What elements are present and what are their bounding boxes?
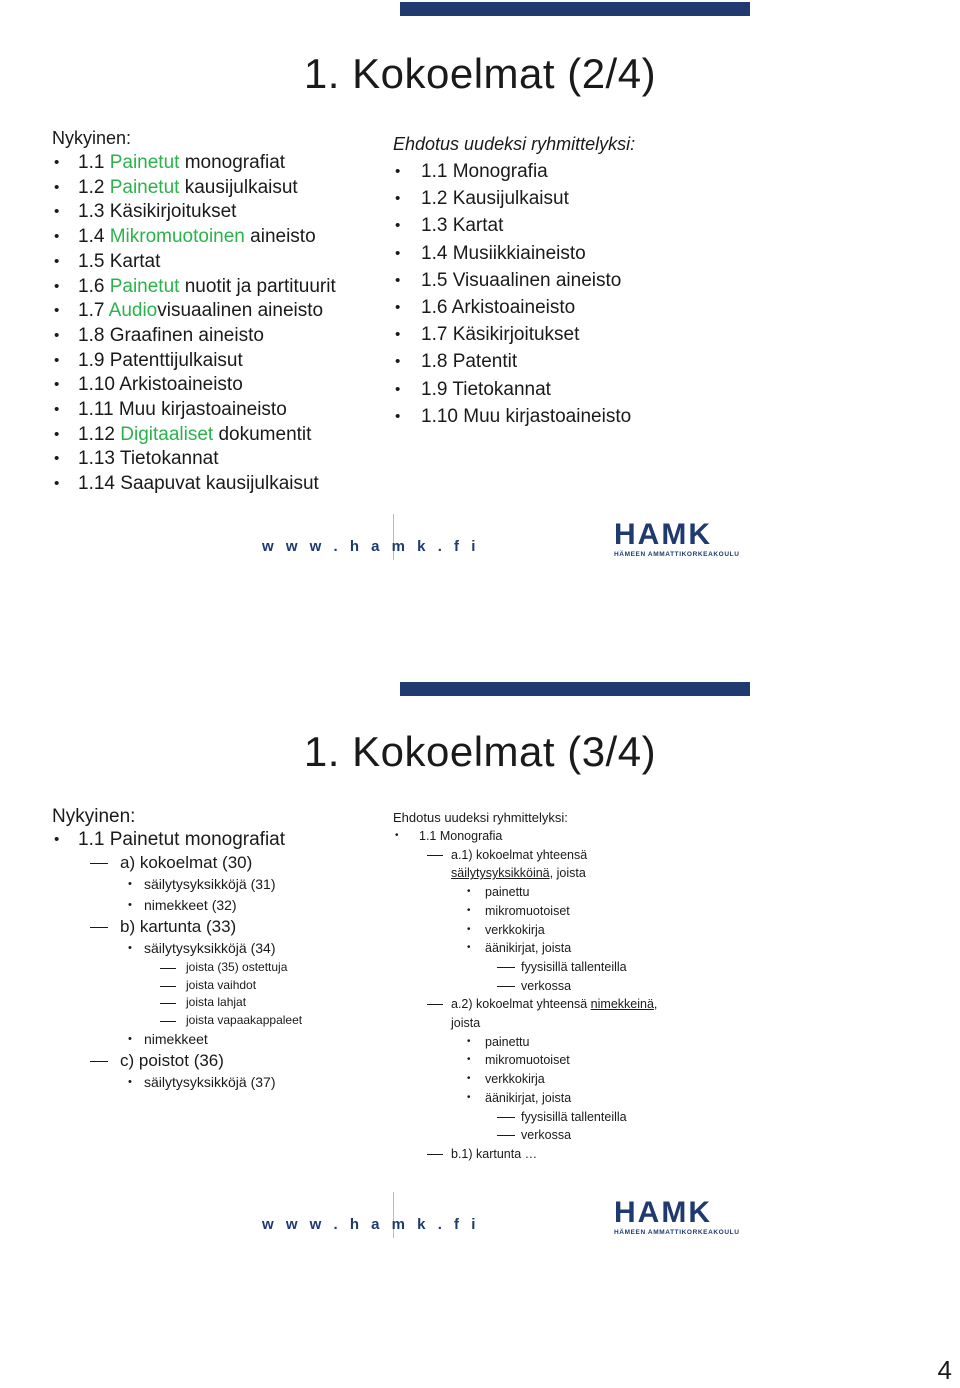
list-item (393, 921, 657, 940)
logo-subtitle-2: HÄMEEN AMMATTIKORKEAKOULU (614, 1229, 740, 1236)
list-item: a) kokoelmat (30) (52, 852, 302, 874)
item-text: äänikirjat, joista (485, 941, 572, 956)
item-text: dokumentit (213, 423, 312, 445)
list-item (52, 299, 336, 324)
item-text: äänikirjat, joista (485, 1090, 572, 1105)
item-highlight: Painetut (109, 152, 180, 173)
item-text: nuotit ja partituurit (179, 275, 336, 297)
list-item (52, 151, 336, 176)
item-text: Muu kirjastoaineisto (118, 399, 287, 421)
list-item: • 1.3 Kartat (393, 212, 635, 239)
list-item: joista lahjat (52, 994, 302, 1012)
item-text: Arkistoaineisto (119, 374, 243, 396)
item-text: visuaalinen aineisto (157, 300, 324, 322)
list-item (52, 176, 336, 201)
hamk-logo-2 (614, 1198, 740, 1236)
item-number: 1.14 (78, 473, 121, 495)
item-highlight: Audio (108, 300, 158, 322)
slide-2 (0, 680, 960, 1240)
item-underlined: säilytysyksikköinä (451, 866, 550, 881)
item-text: fyysisillä tallenteilla (521, 1109, 627, 1124)
list-item: • nimekkeet (32) (52, 895, 302, 916)
item-text: painettu (485, 885, 530, 900)
list-item (52, 275, 336, 300)
slide-2-top-bar (400, 682, 750, 696)
slide-1-proposal-list (393, 134, 635, 430)
list-item (393, 902, 657, 921)
list-item (393, 1089, 657, 1108)
item-highlight: Painetut (109, 176, 180, 198)
current-label: Nykyinen: (52, 128, 132, 148)
footer-url: w w w . h a m k . f i (262, 538, 480, 555)
list-item: • 1.5 Visuaalinen aineisto (393, 267, 635, 294)
list-item (52, 373, 336, 398)
list-item (393, 977, 657, 996)
item-highlight: Mikromuotoinen (109, 226, 245, 248)
item-text: Saapuvat kausijulkaisut (120, 473, 319, 495)
item-text: kausijulkaisut (179, 176, 298, 198)
list-item (52, 225, 336, 250)
logo-subtitle: HÄMEEN AMMATTIKORKEAKOULU (614, 551, 740, 558)
item-number: 1.13 (78, 448, 120, 470)
item-text: fyysisillä tallenteilla (521, 959, 627, 974)
list-item (393, 1126, 657, 1145)
list-item (52, 447, 336, 472)
list-item: • 1.7 Käsikirjoitukset (393, 321, 635, 348)
list-item (393, 1145, 657, 1164)
list-item (393, 995, 657, 1032)
item-text: a.2) kokoelmat yhteensä (451, 997, 591, 1012)
current-label-2: Nykyinen: (52, 806, 136, 827)
list-item (52, 324, 336, 349)
item-number: 1.12 (78, 423, 121, 445)
list-item: • 1.9 Tietokannat (393, 376, 635, 403)
list-item: • säilytysyksikköjä (34) (52, 938, 302, 959)
item-text: monografiat (179, 152, 286, 173)
item-number: 1.11 (78, 399, 119, 421)
list-item (52, 250, 336, 275)
item-text: mikromuotoiset (485, 903, 570, 918)
item-number: 1.9 (78, 349, 110, 371)
list-item (52, 472, 336, 497)
list-item: • 1.4 Musiikkiaineisto (393, 240, 635, 267)
item-number: 1.10 (78, 374, 120, 396)
list-item (52, 398, 336, 423)
item-text: aineisto (244, 226, 316, 248)
proposal-label-2: Ehdotus uudeksi ryhmittelyksi: (393, 810, 568, 825)
item-text: verkkokirja (485, 922, 545, 937)
slide-1-current-list (52, 128, 336, 497)
list-item (393, 883, 657, 902)
list-item (393, 1070, 657, 1089)
list-item: • 1.1 Painetut monografiat (52, 828, 302, 852)
slide-1 (0, 0, 960, 560)
list-item: • 1.6 Arkistoaineisto (393, 294, 635, 321)
item-number: 1.2 (78, 176, 110, 198)
list-item: • 1.1 Monografia (393, 158, 635, 185)
page-number: 4 (937, 1355, 952, 1385)
item-text: 1.1 Monografia (419, 829, 503, 843)
hamk-logo (614, 520, 740, 558)
list-item (393, 827, 657, 846)
proposal-items-2 (393, 827, 657, 1164)
current-items (52, 151, 336, 497)
slide-2-title: 1. Kokoelmat (3/4) (303, 728, 657, 775)
item-text: verkkokirja (485, 1072, 545, 1087)
item-text: b.1) kartunta … (451, 1146, 538, 1161)
logo-word-2: HAMK (614, 1196, 712, 1229)
item-number: 1.5 (78, 250, 110, 272)
item-text-rest: , (653, 997, 658, 1012)
item-text: Tietokannat (119, 448, 219, 470)
item-text: verkossa (521, 1128, 572, 1143)
item-text: a.1) kokoelmat yhteensä (451, 847, 588, 862)
list-item: joista vaihdot (52, 977, 302, 995)
footer-url-2: w w w . h a m k . f i (262, 1216, 480, 1233)
list-item (52, 423, 336, 448)
slide-1-top-bar (400, 2, 750, 16)
list-item (393, 958, 657, 977)
item-number: 1.4 (78, 226, 110, 248)
item-highlight: Digitaaliset (120, 423, 214, 445)
item-text: verkossa (521, 978, 572, 993)
item-text-rest: joista (451, 1016, 481, 1031)
list-item (393, 1033, 657, 1052)
list-item (393, 1051, 657, 1070)
item-text: Patenttijulkaisut (109, 349, 243, 371)
item-underlined: nimekkeinä (590, 997, 654, 1012)
proposal-items (393, 158, 635, 430)
current-items-2 (52, 828, 302, 1093)
list-item: joista (35) ostettuja (52, 959, 302, 977)
list-item (393, 939, 657, 958)
list-item: • 1.2 Kausijulkaisut (393, 185, 635, 212)
slide-1-title: 1. Kokoelmat (2/4) (303, 50, 657, 97)
list-item (393, 1108, 657, 1127)
list-item: • 1.10 Muu kirjastoaineisto (393, 403, 635, 430)
item-number: 1.8 (78, 324, 110, 346)
list-item (52, 349, 336, 374)
item-number: 1.6 (78, 275, 110, 297)
item-number: 1.3 (78, 201, 110, 223)
item-number: 1.1 (78, 152, 110, 173)
slide-2-proposal-list (393, 810, 657, 1164)
list-item: c) poistot (36) (52, 1050, 302, 1072)
list-item (393, 846, 657, 883)
item-text: Graafinen aineisto (109, 324, 264, 346)
item-text: painettu (485, 1034, 530, 1049)
list-item: • 1.8 Patentit (393, 348, 635, 375)
item-text: Käsikirjoitukset (109, 201, 237, 223)
list-item: • nimekkeet (52, 1029, 302, 1050)
list-item (52, 200, 336, 225)
item-text: Kartat (109, 250, 161, 272)
list-item: • säilytysyksikköjä (31) (52, 874, 302, 895)
list-item: • säilytysyksikköjä (37) (52, 1072, 302, 1093)
item-highlight: Painetut (109, 275, 180, 297)
logo-word: HAMK (614, 518, 712, 551)
item-number: 1.7 (78, 300, 109, 322)
slide-2-current-list (52, 806, 302, 1093)
proposal-label: Ehdotus uudeksi ryhmittelyksi: (393, 134, 636, 154)
list-item: b) kartunta (33) (52, 916, 302, 938)
list-item: joista vapaakappaleet (52, 1012, 302, 1030)
item-text: mikromuotoiset (485, 1053, 570, 1068)
item-text-rest: , joista (549, 866, 586, 881)
